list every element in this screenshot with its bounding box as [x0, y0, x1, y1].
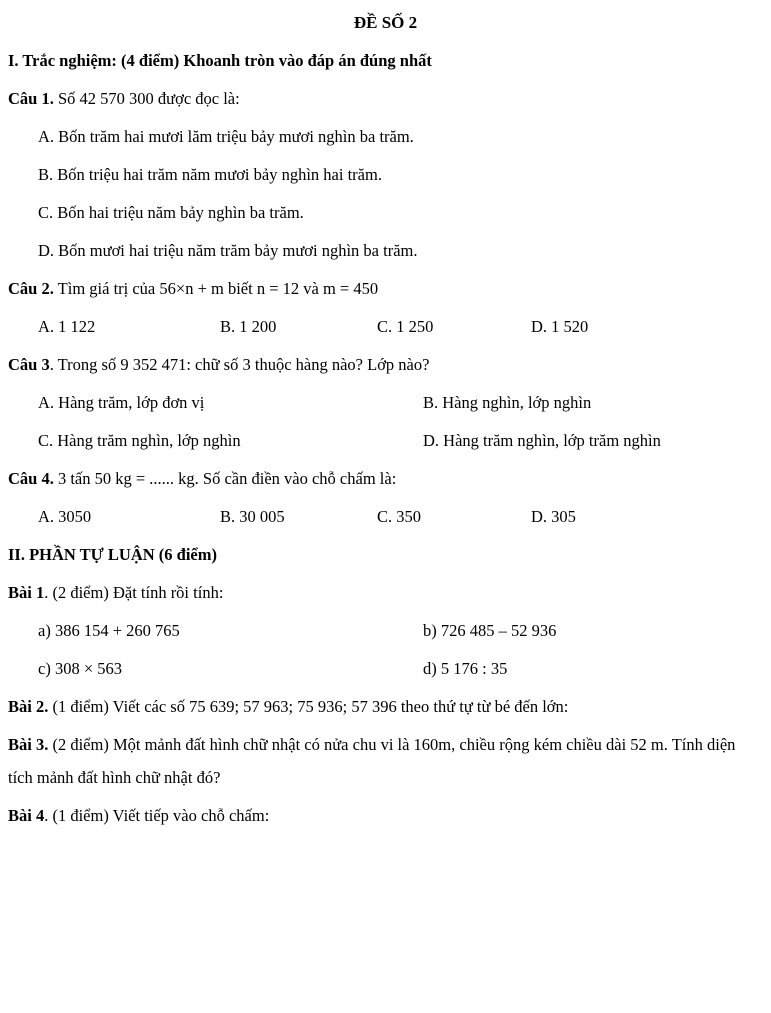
exercise-1-item-d: d) 5 176 : 35	[423, 659, 508, 678]
exercise-4	[8, 799, 763, 832]
question-1-option-d: D. Bốn mươi hai triệu năm trăm bảy mươi nghìn ba trăm.	[38, 241, 418, 260]
question-3-option-c: C. Hàng trăm nghìn, lớp nghìn	[38, 431, 241, 450]
exercise-1-item-c: c) 308 × 563	[38, 659, 122, 678]
exercise-1-items-row-1	[8, 614, 763, 647]
section-1-heading: I. Trắc nghiệm: (4 điểm) Khoanh tròn vào đáp án đúng nhất	[8, 51, 432, 70]
question-2-text: Tìm giá trị của 56×n + m biết n = 12 và m = 450	[53, 279, 379, 298]
question-1-option-c: C. Bốn hai triệu năm bảy nghìn ba trăm.	[38, 203, 304, 222]
question-4-option-d: D. 305	[531, 507, 576, 526]
doc-title: ĐỀ SỐ 2	[353, 13, 418, 32]
exercise-2-label: Bài 2.	[8, 697, 49, 716]
question-1	[8, 82, 763, 115]
question-3-option-b: B. Hàng nghìn, lớp nghìn	[423, 393, 592, 412]
question-3-option-d: D. Hàng trăm nghìn, lớp trăm nghìn	[423, 431, 661, 450]
exercise-4-label: Bài 4	[8, 806, 45, 825]
question-2-option-d: D. 1 520	[531, 317, 589, 336]
question-3-text: . Trong số 9 352 471: chữ số 3 thuộc hàng nào? Lớp nào?	[49, 355, 430, 374]
exercise-1-text: . (2 điểm) Đặt tính rồi tính:	[44, 583, 224, 602]
question-2-label: Câu 2.	[8, 279, 54, 298]
exercise-3	[8, 728, 763, 794]
question-4-option-a: A. 3050	[38, 507, 92, 526]
question-2-options	[8, 310, 763, 343]
question-2	[8, 272, 763, 305]
exercise-1-label: Bài 1	[8, 583, 45, 602]
question-4-option-c: C. 350	[377, 507, 422, 526]
exercise-1-items-row-2	[8, 652, 763, 685]
question-2-option-c: C. 1 250	[377, 317, 434, 336]
exercise-4-text: . (1 điểm) Viết tiếp vào chỗ chấm:	[44, 806, 270, 825]
exercise-2-text: (1 điểm) Viết các số 75 639; 57 963; 75 936; 57 396 theo thứ tự từ bé đến lớn:	[48, 697, 569, 716]
question-1-option-a: A. Bốn trăm hai mươi lăm triệu bảy mươi nghìn ba trăm.	[38, 127, 414, 146]
section-2-heading: II. PHẦN TỰ LUẬN (6 điểm)	[8, 545, 217, 564]
question-3-option-a: A. Hàng trăm, lớp đơn vị	[38, 393, 205, 412]
question-2-option-b: B. 1 200	[220, 317, 277, 336]
exercise-1	[8, 576, 763, 609]
question-3-options-row-1	[8, 386, 763, 419]
question-3	[8, 348, 763, 381]
exercise-2	[8, 690, 763, 723]
question-4-text: 3 tấn 50 kg = ...... kg. Số cần điền vào chỗ chấm là:	[53, 469, 397, 488]
exercise-1-item-a: a) 386 154 + 260 765	[38, 621, 180, 640]
question-1-text: Số 42 570 300 được đọc là:	[53, 89, 240, 108]
question-3-options-row-2	[8, 424, 763, 457]
question-4	[8, 462, 763, 495]
question-1-option-b: B. Bốn triệu hai trăm năm mươi bảy nghìn hai trăm.	[38, 165, 382, 184]
question-4-label: Câu 4.	[8, 469, 54, 488]
question-4-options	[8, 500, 763, 533]
exercise-3-text: (2 điểm) Một mảnh đất hình chữ nhật có nửa chu vi là 160m, chiều rộng kém chiều dài 52 m. Tính diện tích mảnh đất hình chữ nhật đó?	[8, 735, 736, 787]
exercise-3-label: Bài 3.	[8, 735, 49, 754]
question-1-label: Câu 1.	[8, 89, 54, 108]
question-2-option-a: A. 1 122	[38, 317, 96, 336]
question-4-option-b: B. 30 005	[220, 507, 285, 526]
question-3-label: Câu 3	[8, 355, 50, 374]
exercise-1-item-b: b) 726 485 – 52 936	[423, 621, 557, 640]
